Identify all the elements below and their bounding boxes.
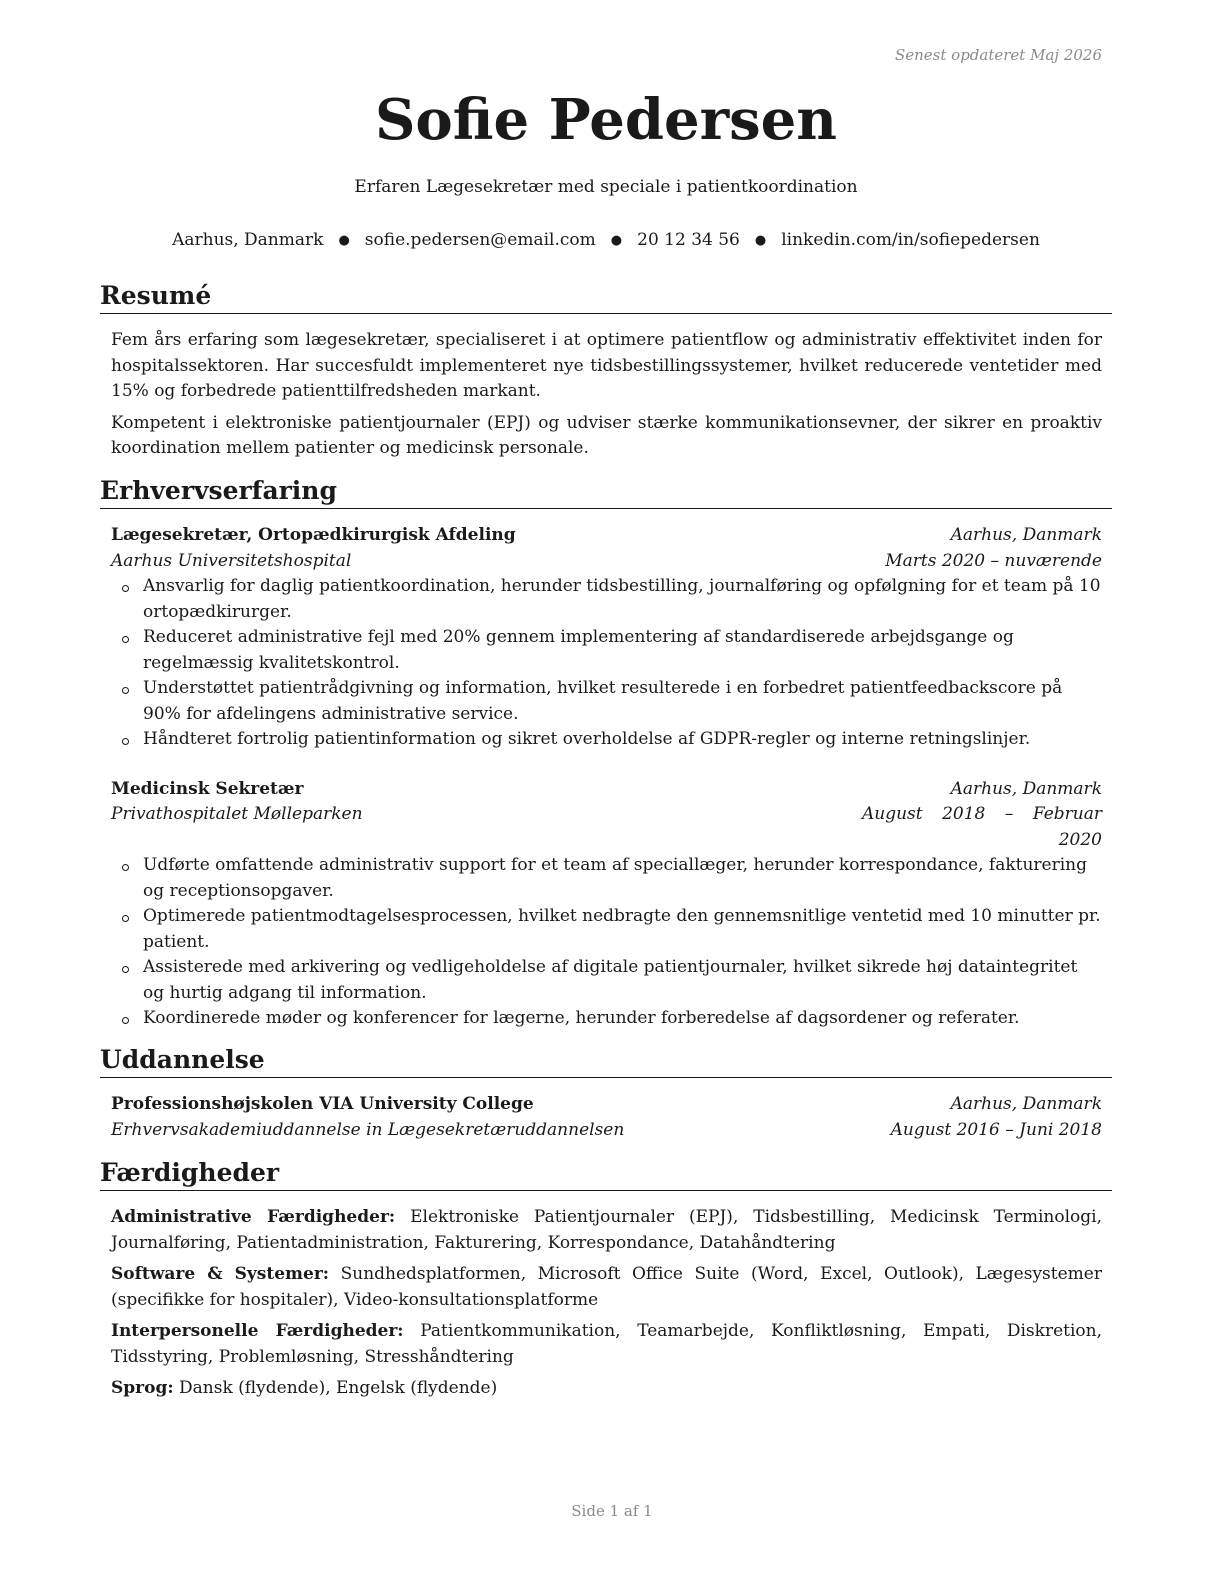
circle-bullet-icon [122,864,129,871]
job-employer: Aarhus Universitetshospital [111,550,352,571]
page-footer: Side 1 af 1 [571,1502,653,1520]
circle-bullet-icon [122,915,129,922]
list-item [111,955,1102,1006]
candidate-headline: Erfaren Lægesekretær med speciale i patientkoordination [354,177,858,197]
bullet-text: Reduceret administrative fejl med 20% gennem implementering af standardiserede arbejdsgange og regelmæssig kvalitetskontrol. [143,627,1014,673]
summary-section [100,280,1112,462]
job-subheader-row [111,549,1102,575]
skills-section [100,1157,1112,1402]
list-item [111,1006,1102,1032]
job-employer: Privathospitalet Mølleparken [111,804,363,824]
skill-group-label: Software & Systemer: [111,1264,330,1284]
bullet-text: Udførte omfattende administrativ support for et team af speciallæger, herunder korrespondance, fakturering og receptionsopgaver. [143,855,1087,901]
circle-bullet-icon [122,966,129,973]
skill-group [111,1319,1102,1370]
experience-section [100,475,1112,1032]
circle-bullet-icon [122,636,129,643]
bullet-separator-icon: ● [338,233,350,248]
circle-bullet-icon [122,1017,129,1024]
education-school: Professionshøjskolen VIA University College [111,1094,534,1114]
bullet-text: Håndteret fortrolig patientinformation og sikret overholdelse af GDPR-regler og interne retningslinjer. [143,729,1031,749]
job-role: Lægesekretær, Ortopædkirurgisk Afdeling [111,525,516,545]
education-header-row [111,1092,1102,1118]
skill-group-text: Patientkommunikation, Teamarbejde, Konfliktløsning, Empati, Diskretion, Tidsstyring, Problemløsning, Stresshåndtering [111,1321,1103,1367]
job-bullet-list [111,574,1102,753]
job-location: Aarhus, Danmark [950,525,1102,545]
circle-bullet-icon [122,738,129,745]
job-bullet-list [111,853,1102,1032]
skill-group-text: Elektroniske Patientjournaler (EPJ), Tidsbestilling, Medicinsk Terminologi, Journalføring, Patientadministration, Fakturering, Korrespondance, Datahåndtering [111,1207,1102,1253]
education-location: Aarhus, Danmark [950,1094,1102,1114]
skill-group [111,1262,1102,1313]
education-degree: Erhvervsakademiuddannelse in Lægesekretæruddannelsen [111,1119,625,1140]
circle-bullet-icon [122,687,129,694]
circle-bullet-icon [122,585,129,592]
bullet-separator-icon: ● [754,233,767,248]
bullet-text: Koordinerede møder og konferencer for lægerne, herunder forberedelse af dagsordener og referater. [143,1008,1020,1028]
skill-group-label: Administrative Færdigheder: [111,1207,396,1227]
job-entry [111,777,1102,1032]
list-item [111,625,1102,676]
job-dates: Marts 2020 – nuværende [885,550,1102,571]
candidate-name: Sofie Pedersen [374,87,838,153]
bullet-text: Assisterede med arkivering og vedligeholdelse af digitale patientjournaler, hvilket sikrede høj dataintegritet og hurtig adgang til information. [143,957,1078,1003]
list-item [111,853,1102,904]
education-section [100,1044,1112,1143]
skill-group [111,1376,1102,1402]
section-title-education: Uddannelse [100,1044,1112,1078]
summary-paragraph: Kompetent i elektroniske patientjournaler (EPJ) og udviser stærke kommunikationsevner, der sikrer en proaktiv koordination mellem patienter og medicinsk personale. [111,412,1102,458]
summary-body [100,314,1112,462]
education-body [100,1078,1112,1143]
job-role: Medicinsk Sekretær [111,778,304,799]
section-title-skills: Færdigheder [100,1157,1112,1191]
experience-body [100,509,1112,1032]
bullet-text: Optimerede patientmodtagelsesprocessen, hvilket nedbragte den gennemsnitlige ventetid med 10 minutter pr. patient. [143,906,1101,952]
skill-group-text: Sundhedsplatformen, Microsoft Office Suite (Word, Excel, Outlook), Lægesystemer (specifikke for hospitaler), Video-konsultationsplatforme [111,1264,1102,1310]
contact-email[interactable]: sofie.pedersen@email.com [364,230,596,250]
skills-body [100,1191,1112,1402]
list-item [111,727,1102,753]
skill-group-text: Dansk (flydende), Engelsk (flydende) [179,1378,498,1398]
job-header-row [111,777,1102,803]
job-dates: August 2018 – Februar 2020 [862,804,1102,850]
list-item [111,676,1102,727]
contact-phone: 20 12 34 56 [637,230,740,250]
skill-group-label: Interpersonelle Færdigheder: [111,1321,404,1341]
job-subheader-row [111,802,1102,853]
skill-group-label: Sprog: [111,1378,174,1398]
job-location: Aarhus, Danmark [950,778,1102,799]
section-title-summary: Resumé [100,280,1112,314]
summary-paragraph: Fem års erfaring som lægesekretær, specialiseret i at optimere patientflow og administrativ effektivitet inden for hospitalssektoren. Har succesfuldt implementeret nye tidsbestillingssystemer, hvilket reducerede ventetider med 15% og forbedrede patienttilfredsheden markant. [111,330,1102,401]
bullet-text: Ansvarlig for daglig patientkoordination, herunder tidsbestilling, journalføring og opfølgning for et team på 10 ortopædkirurger. [143,576,1101,622]
bullet-text: Understøttet patientrådgivning og information, hvilket resulterede i en forbedret patientfeedbackscore på 90% for afdelingens administrative service. [143,678,1063,724]
bullet-separator-icon: ● [610,233,623,248]
job-header-row [111,523,1102,549]
list-item [111,574,1102,625]
contact-linkedin[interactable]: linkedin.com/in/sofiepedersen [781,230,1040,250]
education-dates: August 2016 – Juni 2018 [890,1119,1102,1140]
section-title-experience: Erhvervserfaring [100,475,1112,509]
job-entry [111,523,1102,753]
skill-group [111,1205,1102,1256]
last-updated-note: Senest opdateret Maj 2026 [894,46,1102,64]
education-subheader-row [111,1118,1102,1144]
list-item [111,904,1102,955]
contact-location: Aarhus, Danmark [172,230,324,250]
contact-line [100,227,1112,254]
